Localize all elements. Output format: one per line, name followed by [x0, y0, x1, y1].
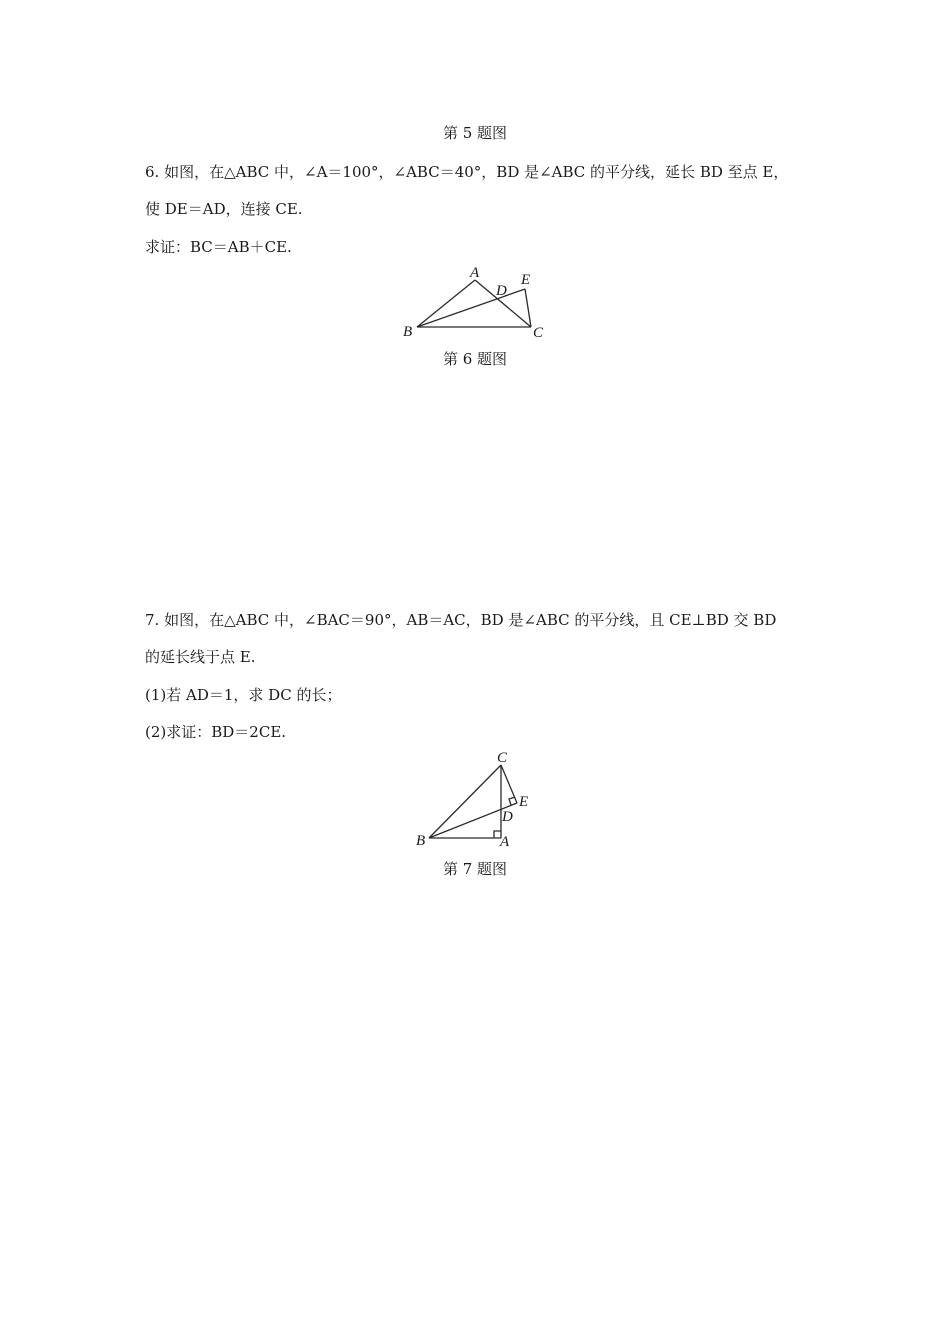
label-d: D	[496, 283, 507, 299]
figure-6-caption: 第 6 题图	[442, 350, 508, 368]
figure-5-caption: 第 5 题图	[442, 124, 508, 142]
label-e: E	[519, 794, 529, 810]
label-d: D	[502, 809, 513, 825]
label-c: C	[497, 750, 508, 766]
problem-6-line-1: 6. 如图，在△ABC 中，∠A＝100°，∠ABC＝40°，BD 是∠ABC 的平分线，延长 BD 至点 E，	[145, 163, 789, 181]
label-b: B	[403, 324, 413, 340]
label-b: B	[416, 833, 426, 849]
problem-7-line-2: 的延长线于点 E.	[145, 648, 256, 666]
problem-6-line-3: 求证：BC＝AB＋CE.	[145, 238, 292, 256]
problem-7-line-4: (2)求证：BD＝2CE.	[145, 723, 287, 741]
label-a: A	[470, 265, 480, 281]
problem-6-line-2: 使 DE＝AD，连接 CE.	[145, 200, 303, 218]
problem-7-line-3: (1)若 AD＝1，求 DC 的长；	[145, 686, 342, 704]
problem-7-line-1: 7. 如图，在△ABC 中，∠BAC＝90°，AB＝AC，BD 是∠ABC 的平分线，且 CE⊥BD 交 BD	[145, 611, 777, 629]
label-c: C	[533, 325, 544, 341]
figure-7-caption: 第 7 题图	[442, 860, 508, 878]
label-e: E	[521, 272, 531, 288]
label-a: A	[500, 834, 510, 850]
segment-bc	[429, 765, 501, 838]
